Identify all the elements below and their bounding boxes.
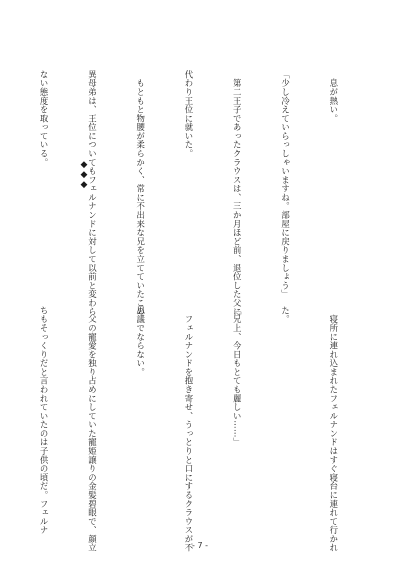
text-line: 「兄上、今日もとても麗しい……」 <box>232 306 243 447</box>
text-line: もともと物腰が柔らかく、常に不出来な兄を立てていたこの <box>135 70 146 317</box>
text-line: た。 <box>280 306 291 324</box>
text-line <box>0 306 4 516</box>
text-line: 息が熱い。 <box>328 70 339 123</box>
text-line: フェルナンドを抱き寄せ、うっとりと口にするクラウスが不 <box>183 306 194 553</box>
section-separator <box>77 160 91 190</box>
diamond-icon: ◆ <box>79 160 89 170</box>
upper-text-block <box>0 70 374 317</box>
text-line: 父の寵愛を独り占めにしていた寵姫譲りの金髪碧眼で、顔立 <box>87 306 98 553</box>
text-line: 異母弟は、王位についてもフェルナンドに対して以前と変わら <box>87 70 98 317</box>
diamond-icon: ◆ <box>79 180 89 190</box>
text-line: ない態度を取っている。 <box>39 70 50 167</box>
text-line: 思議でならない。 <box>135 306 146 377</box>
diamond-icon: ◆ <box>79 170 89 180</box>
lower-text-block <box>0 306 374 553</box>
text-line: 寝所に連れ込まれたフェルナンドはすぐ寝台に連れて行かれ <box>328 306 339 553</box>
text-line: 第二王子であったクラウスは、三か月ほど前、退位した父に <box>232 70 243 317</box>
page-number: - 7 - <box>192 541 208 550</box>
text-line <box>0 70 4 280</box>
text-line: 代わり王位に就いた。 <box>183 70 194 158</box>
text-line: ちもそっくりだと言われていたのは子供の頃だ。フェルナ <box>39 306 50 535</box>
text-line: 「少し冷えていらっしゃいますね。部屋に戻りましょう」 <box>280 70 291 299</box>
